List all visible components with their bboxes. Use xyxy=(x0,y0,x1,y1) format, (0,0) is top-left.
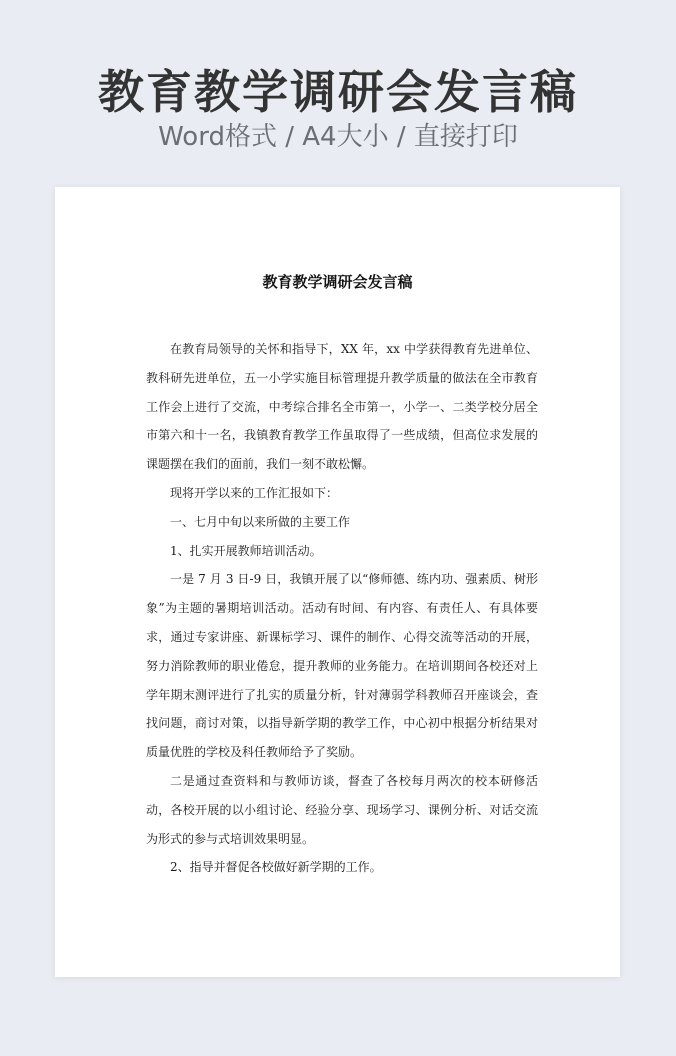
document-body xyxy=(146,335,538,882)
subsection-heading: 2、指导并督促各校做好新学期的工作。 xyxy=(170,860,382,875)
paragraph: 在教育局领导的关怀和指导下，XX 年，xx 中学获得教育先进单位、教科研先进单位，五一小学实施目标管理提升教学质量的做法在全市教育工作会上进行了交流，中考综合排名全市第一，小学一、二类学校分居全市第六和十一名，我镇教育教学工作虽取得了一些成绩，但高位求发展的课题摆在我们的面前，我们一刻不敢松懈。 xyxy=(146,342,538,472)
banner-subtitle: Word格式 / A4大小 / 直接打印 xyxy=(158,122,518,152)
document-page xyxy=(55,187,620,977)
banner-title: 教育教学调研会发言稿 xyxy=(98,65,578,119)
paragraph: 二是通过查资料和与教师访谈，督查了各校每月两次的校本研修活动，各校开展的以小组讨论、经验分享、现场学习、课例分析、对话交流为形式的参与式培训效果明显。 xyxy=(146,773,538,846)
paragraph: 一是 7 月 3 日-9 日，我镇开展了以“修师德、练内功、强素质、树形象”为主题的暑期培训活动。活动有时间、有内容、有责任人、有具体要求，通过专家讲座、新课标学习、课件的制作、心得交流等活动的开展，努力消除教师的职业倦怠，提升教师的业务能力。在培训期间各校还对上学年期末测评进行了扎实的质量分析，针对薄弱学科教师召开座谈会，查找问题，商讨对策，以指导新学期的教学工作，中心初中根据分析结果对质量优胜的学校及科任教师给予了奖励。 xyxy=(146,572,538,760)
banner-header xyxy=(0,0,676,190)
section-heading: 一、七月中旬以来所做的主要工作 xyxy=(170,514,351,529)
paragraph: 现将开学以来的工作汇报如下： xyxy=(170,485,339,500)
subsection-heading: 1、扎实开展教师培训活动。 xyxy=(170,543,322,558)
document-title: 教育教学调研会发言稿 xyxy=(262,273,413,291)
